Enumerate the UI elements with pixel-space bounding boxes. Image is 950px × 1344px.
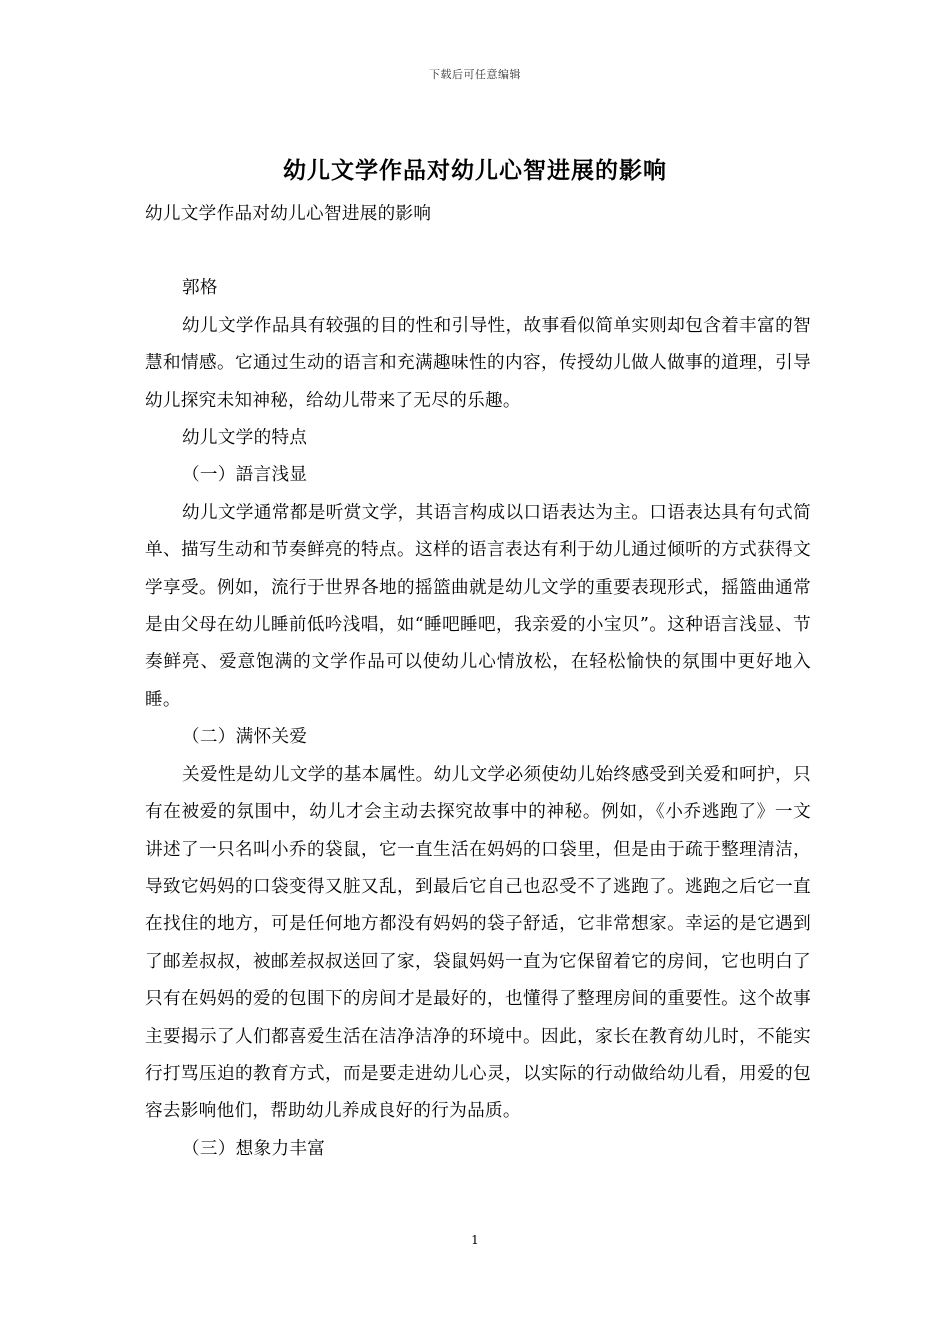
document-title: 幼儿文学作品对幼儿心智进展的影响 [283,157,667,184]
page-header-note: 下载后可任意编辑 [429,68,521,81]
section-heading: 幼儿文学的特点 [182,428,308,449]
blank-line [145,233,811,270]
subsection-body-1: 幼儿文学通常都是听赏文学，其语言构成以口语表达为主。口语表达具有句式简单、描写生动和节奏鲜亮的特点。这样的语言表达有利于幼儿通过倾听的方式获得文学享受。例如，流行于世界各地的摇篮曲就是幼儿文学的重要表现形式，摇篮曲通常是由父母在幼儿睡前低吟浅唱，如“睡吧睡吧，我亲爱的小宝贝”。这种语言浅显、节奏鲜亮、爱意饱满的文学作品可以使幼儿心情放松，在轻松愉快的氛围中更好地入睡。 [145,502,811,710]
intro-paragraph: 幼儿文学作品具有较强的目的性和引导性，故事看似简单实则却包含着丰富的智慧和情感。它通过生动的语言和充满趣味性的内容，传授幼儿做人做事的道理，引导幼儿探究未知神秘，给幼儿带来了无尽的乐趣。 [145,315,811,411]
subtitle: 幼儿文学作品对幼儿心智进展的影响 [145,204,432,224]
page-number: 1 [471,1233,479,1247]
subsection-heading-1: （一）語言浅显 [182,465,308,486]
subsection-heading-3: （三）想象力丰富 [182,1138,326,1159]
subsection-heading-2: （二）满怀关爱 [182,727,308,748]
document-body [145,196,811,1168]
author: 郭格 [182,278,218,299]
subsection-body-2: 关爱性是幼儿文学的基本属性。幼儿文学必须使幼儿始终感受到关爱和呵护，只有在被爱的氛围中，幼儿才会主动去探究故事中的神秘。例如，《小乔逃跑了》一文讲述了一只名叫小乔的袋鼠，它一直生活在妈妈的口袋里，但是由于疏于整理清洁，导致它妈妈的口袋变得又脏又乱，到最后它自己也忍受不了逃跑了。逃跑之后它一直在找住的地方，可是任何地方都没有妈妈的袋子舒适，它非常想家。幸运的是它遇到了邮差叔叔，被邮差叔叔送回了家，袋鼠妈妈一直为它保留着它的房间，它也明白了只有在妈妈的爱的包围下的房间才是最好的，也懂得了整理房间的重要性。这个故事主要揭示了人们都喜爱生活在洁净洁净的环境中。因此，家长在教育幼儿时，不能实行打骂压迫的教育方式，而是要走进幼儿心灵，以实际的行动做给幼儿看，用爱的包容去影响他们，帮助幼儿养成良好的行为品质。 [145,764,811,1122]
